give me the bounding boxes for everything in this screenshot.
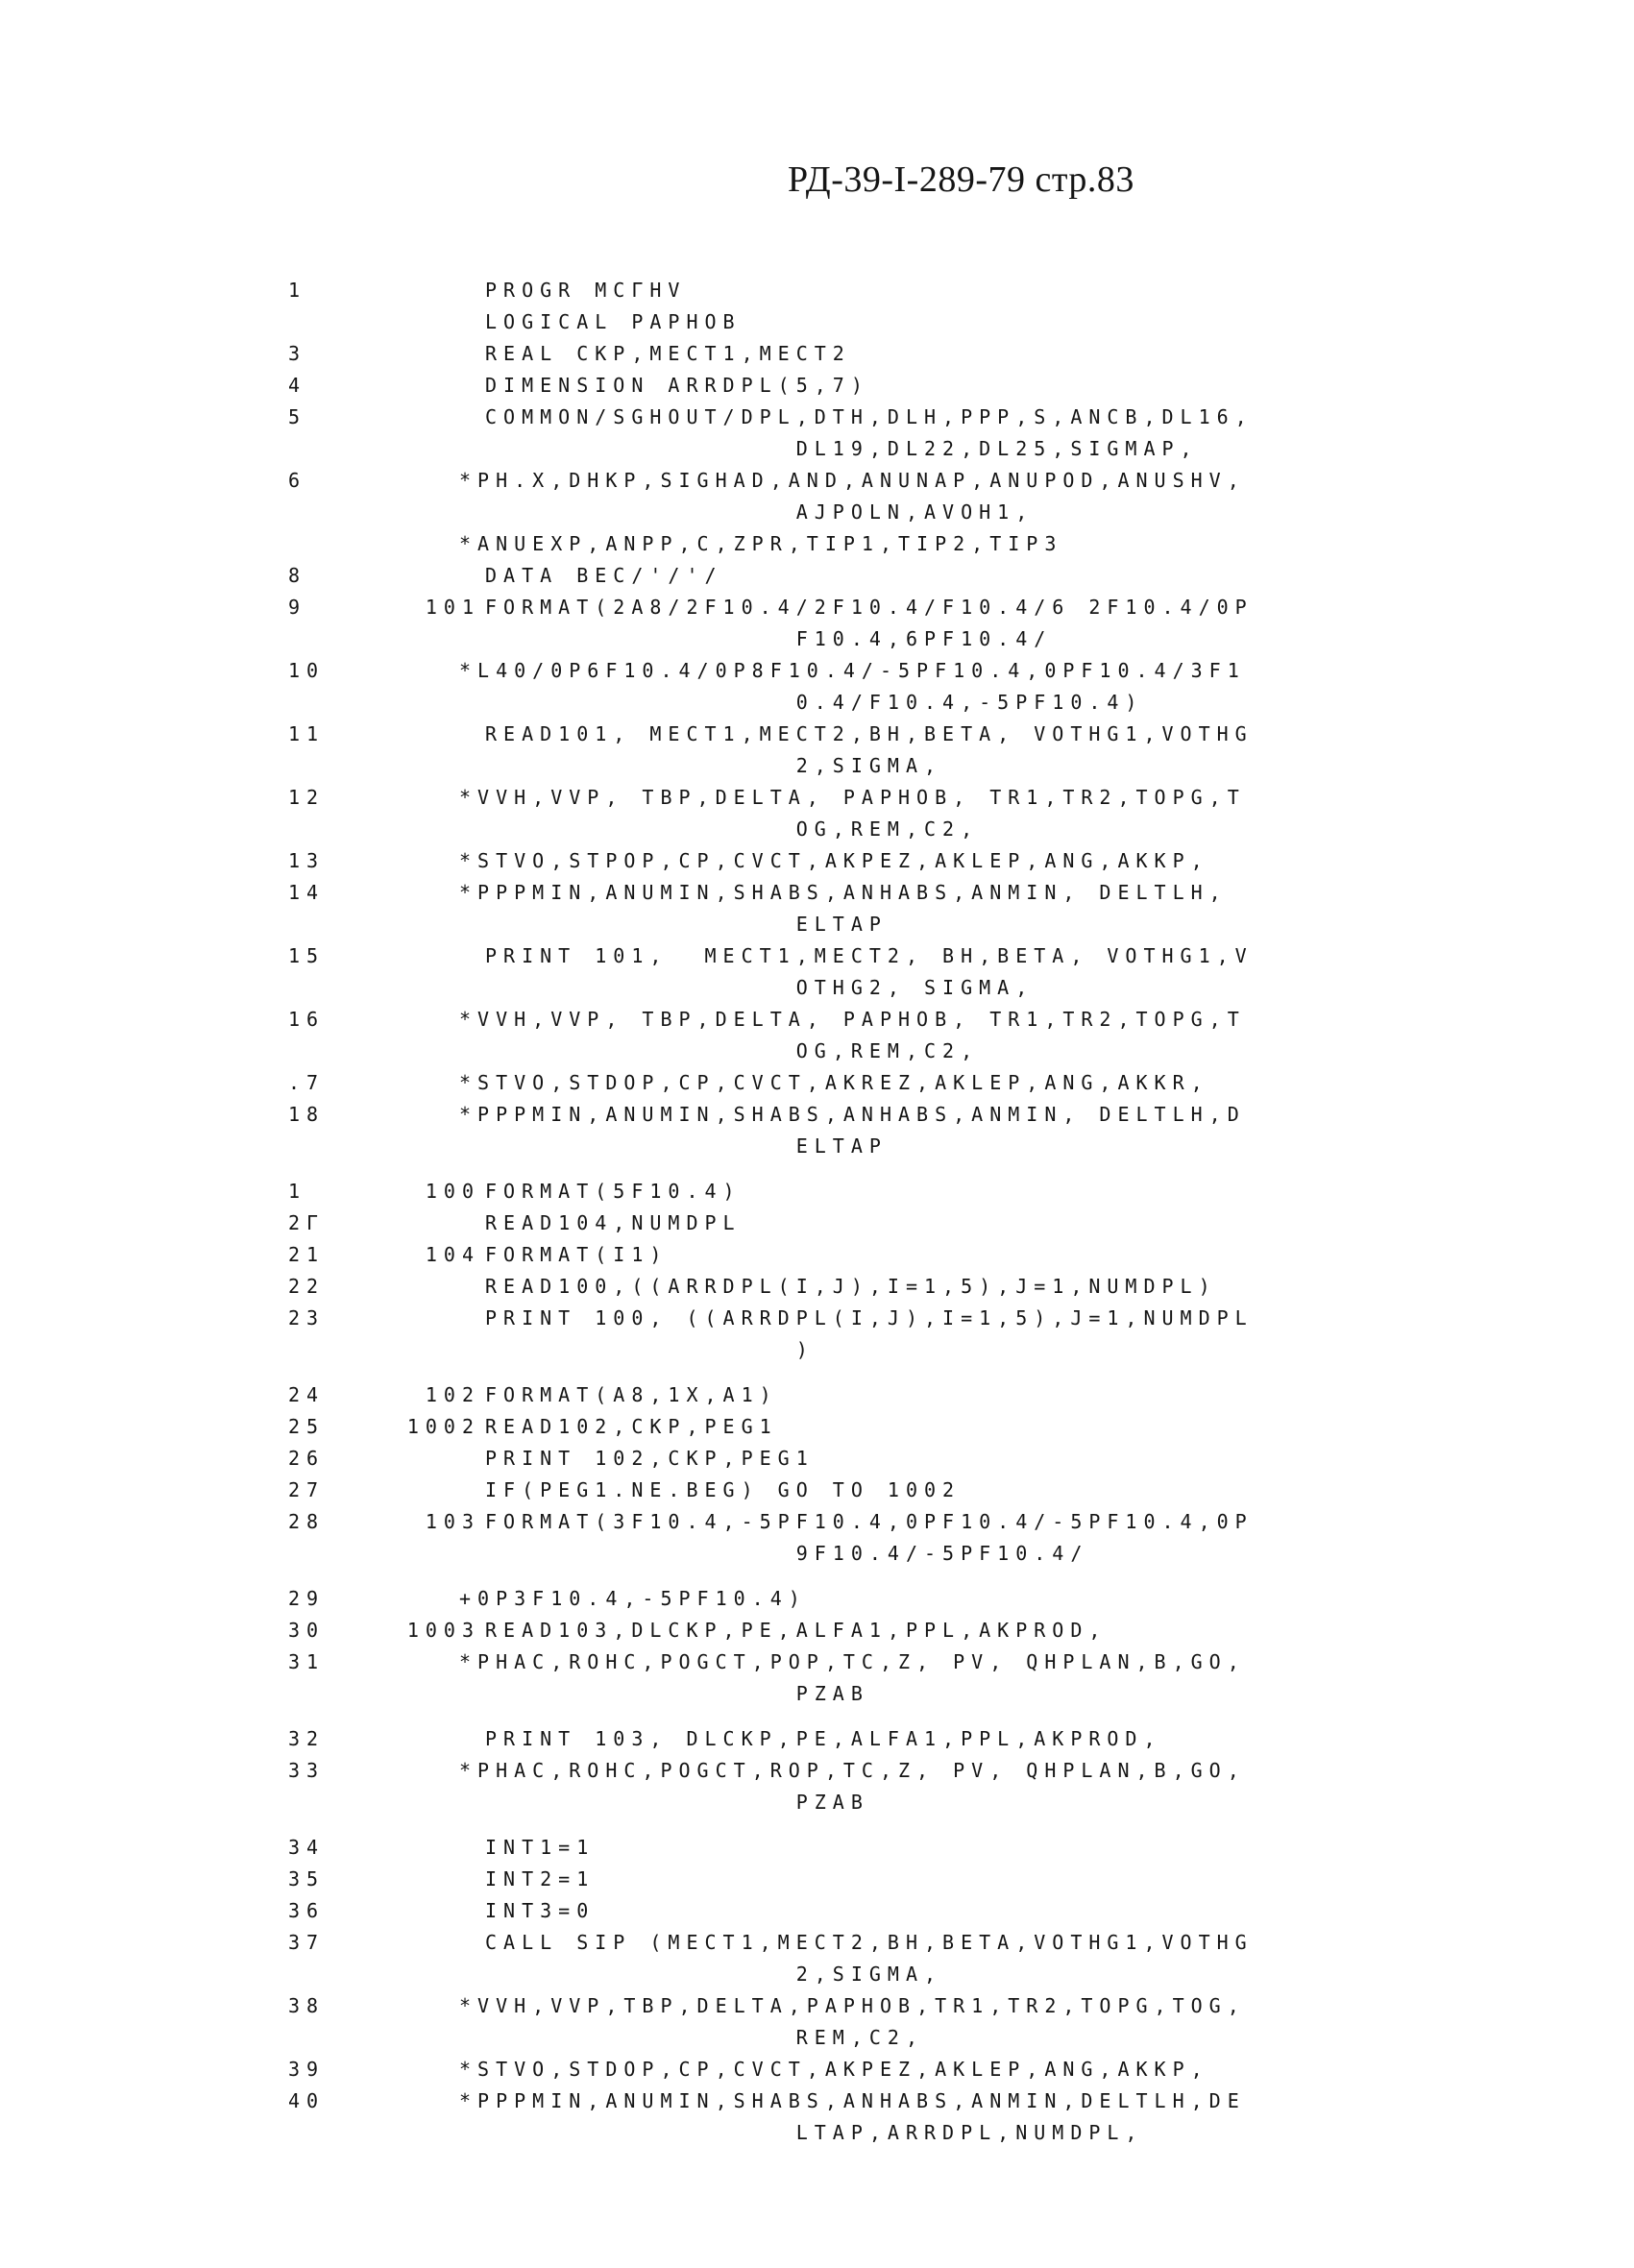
code-line: [288, 1071, 1393, 1103]
statement-text: 2,SIGMA,: [485, 754, 943, 777]
code-line: [288, 2089, 1393, 2121]
statement-text: INT3=0: [485, 1899, 596, 1922]
continuation-line: [288, 976, 1393, 1008]
code-line: [288, 1899, 1393, 1931]
code-line: [288, 881, 1393, 913]
line-number: 10: [288, 659, 326, 682]
statement-text: READ100,((ARRDPL(I,J),I=1,5),J=1,NUMDPL): [485, 1275, 1217, 1298]
statement-text: *STVO,STDOP,CP,CVCT,AKREZ,AKLEP,ANG,AKKR,: [459, 1071, 1209, 1094]
line-number: 1: [288, 1180, 307, 1203]
code-line: [288, 405, 1393, 437]
continuation-line: [288, 1682, 1393, 1714]
code-line: [288, 342, 1393, 374]
code-line: [288, 1447, 1393, 1478]
line-number: 13: [288, 849, 326, 872]
line-number: 38: [288, 1994, 326, 2017]
code-line: [288, 786, 1393, 817]
code-line: [288, 849, 1393, 881]
continuation-line: [288, 2026, 1393, 2058]
code-line: [288, 1587, 1393, 1619]
line-number: 5: [288, 405, 307, 428]
statement-text: READ102,CKP,PEG1: [485, 1415, 778, 1438]
continuation-line: [288, 1542, 1393, 1573]
statement-text: FORMAT(3F10.4,-5PF10.4,0PF10.4/-5PF10.4,0P: [485, 1510, 1254, 1533]
statement-text: REM,C2,: [485, 2026, 924, 2049]
code-listing: [288, 279, 1393, 2153]
code-line: [288, 469, 1393, 500]
code-line: [288, 1180, 1393, 1211]
line-number: 22: [288, 1275, 326, 1298]
line-number: 14: [288, 881, 326, 904]
continuation-line: [288, 754, 1393, 786]
line-number: 37: [288, 1931, 326, 1954]
line-number: 26: [288, 1447, 326, 1470]
statement-text: *L40/0P6F10.4/0P8F10.4/-5PF10.4,0PF10.4/3F1: [459, 659, 1246, 682]
line-number: 35: [288, 1867, 326, 1890]
statement-text: FORMAT(I1): [485, 1243, 669, 1266]
statement-text: *PHAC,ROHC,POGCT,POP,TC,Z, PV, QHPLAN,B,GO,: [459, 1650, 1246, 1673]
line-number: 1: [288, 279, 307, 302]
code-line: [288, 1478, 1393, 1510]
code-line: [288, 944, 1393, 976]
code-line: [288, 1306, 1393, 1338]
line-number: 4: [288, 374, 307, 397]
line-number: 12: [288, 786, 326, 809]
statement-text: +0P3F10.4,-5PF10.4): [459, 1587, 807, 1610]
code-line: [288, 1931, 1393, 1963]
statement-text: FORMAT(5F10.4): [485, 1180, 742, 1203]
statement-text: PZAB: [485, 1791, 869, 1814]
statement-text: OG,REM,C2,: [485, 1039, 980, 1062]
code-line: [288, 1867, 1393, 1899]
statement-text: LOGICAL PAPHOB: [485, 310, 742, 333]
code-line: [288, 1415, 1393, 1447]
continuation-line: [288, 1134, 1393, 1166]
continuation-line: [288, 500, 1393, 532]
code-line: [288, 564, 1393, 596]
line-number: 16: [288, 1008, 326, 1031]
line-number: 36: [288, 1899, 326, 1922]
continuation-line: [288, 627, 1393, 659]
statement-text: PRINT 101, MECT1,MECT2, BH,BETA, VOTHG1,V: [485, 944, 1254, 967]
continuation-line: [288, 817, 1393, 849]
statement-label: 100: [425, 1180, 480, 1203]
line-number: 23: [288, 1306, 326, 1329]
line-number: 30: [288, 1619, 326, 1642]
continuation-line: [288, 2121, 1393, 2153]
statement-label: 1002: [406, 1415, 480, 1438]
line-number: 33: [288, 1759, 326, 1782]
statement-text: *PPPMIN,ANUMIN,SHABS,ANHABS,ANMIN, DELTLH,D: [459, 1103, 1246, 1126]
statement-text: DL19,DL22,DL25,SIGMAP,: [485, 437, 1199, 460]
line-number: 31: [288, 1650, 326, 1673]
line-number: 25: [288, 1415, 326, 1438]
code-line: [288, 1619, 1393, 1650]
code-line: [288, 722, 1393, 754]
statement-text: READ104,NUMDPL: [485, 1211, 742, 1234]
line-number: 11: [288, 722, 326, 745]
statement-text: DIMENSION ARRDPL(5,7): [485, 374, 869, 397]
statement-text: REAL CKP,MECT1,MECT2: [485, 342, 851, 365]
statement-label: 101: [425, 596, 480, 619]
line-number: 40: [288, 2089, 326, 2112]
code-line: [288, 310, 1393, 342]
code-line: [288, 532, 1393, 564]
statement-text: F10.4,6PF10.4/: [485, 627, 1053, 650]
statement-text: 2,SIGMA,: [485, 1963, 943, 1986]
statement-text: INT2=1: [485, 1867, 596, 1890]
code-line: [288, 1836, 1393, 1867]
continuation-line: [288, 691, 1393, 722]
code-line: [288, 1650, 1393, 1682]
code-line: [288, 1275, 1393, 1306]
line-number: 24: [288, 1383, 326, 1406]
statement-text: ELTAP: [485, 913, 888, 936]
statement-text: DATA BEC/'/'/: [485, 564, 723, 587]
statement-text: OG,REM,C2,: [485, 817, 980, 841]
code-line: [288, 2058, 1393, 2089]
statement-text: *PPPMIN,ANUMIN,SHABS,ANHABS,ANMIN,DELTLH,DE: [459, 2089, 1246, 2112]
line-number: 34: [288, 1836, 326, 1859]
statement-text: ELTAP: [485, 1134, 888, 1158]
statement-text: PROGR MCГHV: [485, 279, 687, 302]
statement-label: 103: [425, 1510, 480, 1533]
statement-text: *PH.X,DHKP,SIGHAD,AND,ANUNAP,ANUPOD,ANUSHV,: [459, 469, 1246, 492]
statement-text: FORMAT(A8,1X,A1): [485, 1383, 778, 1406]
line-number: 18: [288, 1103, 326, 1126]
code-line: [288, 1994, 1393, 2026]
line-number: 6: [288, 469, 307, 492]
statement-text: *STVO,STDOP,CP,CVCT,AKPEZ,AKLEP,ANG,AKKP,: [459, 2058, 1209, 2081]
statement-text: *VVH,VVP,TBP,DELTA,PAPHOB,TR1,TR2,TOPG,TOG,: [459, 1994, 1246, 2017]
statement-text: PZAB: [485, 1682, 869, 1705]
line-number: 32: [288, 1727, 326, 1750]
statement-label: 104: [425, 1243, 480, 1266]
statement-text: PRINT 103, DLCKP,PE,ALFA1,PPL,AKPROD,: [485, 1727, 1162, 1750]
code-line: [288, 1243, 1393, 1275]
line-number: 21: [288, 1243, 326, 1266]
code-line: [288, 1211, 1393, 1243]
line-number: 9: [288, 596, 307, 619]
statement-text: FORMAT(2A8/2F10.4/2F10.4/F10.4/6 2F10.4/0P: [485, 596, 1254, 619]
line-number: 29: [288, 1587, 326, 1610]
statement-text: *ANUEXP,ANPP,C,ZPR,TIP1,TIP2,TIP3: [459, 532, 1063, 555]
statement-label: 102: [425, 1383, 480, 1406]
statement-text: COMMON/SGHOUT/DPL,DTH,DLH,PPP,S,ANCB,DL16,: [485, 405, 1254, 428]
page-header: РД-39-I-289-79 стр.83: [788, 159, 1134, 200]
statement-text: 0.4/F10.4,-5PF10.4): [485, 691, 1144, 714]
line-number: 28: [288, 1510, 326, 1533]
code-line: [288, 1383, 1393, 1415]
statement-text: *VVH,VVP, TBP,DELTA, PAPHOB, TR1,TR2,TOPG,T: [459, 786, 1246, 809]
code-line: [288, 1510, 1393, 1542]
line-number: 27: [288, 1478, 326, 1501]
statement-text: READ101, MECT1,MECT2,BH,BETA, VOTHG1,VOTHG: [485, 722, 1254, 745]
code-line: [288, 1759, 1393, 1791]
line-number: 39: [288, 2058, 326, 2081]
statement-text: *PHAC,ROHC,POGCT,ROP,TC,Z, PV, QHPLAN,B,GO,: [459, 1759, 1246, 1782]
statement-text: *STVO,STPOP,CP,CVCT,AKPEZ,AKLEP,ANG,AKKP,: [459, 849, 1209, 872]
continuation-line: [288, 437, 1393, 469]
statement-text: IF(PEG1.NE.BEG) GO TO 1002: [485, 1478, 962, 1501]
code-line: [288, 596, 1393, 627]
statement-text: READ103,DLCKP,PE,ALFA1,PPL,AKPROD,: [485, 1619, 1108, 1642]
statement-text: PRINT 102,CKP,PEG1: [485, 1447, 815, 1470]
code-line: [288, 1008, 1393, 1039]
statement-text: PRINT 100, ((ARRDPL(I,J),I=1,5),J=1,NUMDPL: [485, 1306, 1254, 1329]
statement-text: LTAP,ARRDPL,NUMDPL,: [485, 2121, 1144, 2144]
code-line: [288, 1103, 1393, 1134]
continuation-line: [288, 913, 1393, 944]
code-line: [288, 374, 1393, 405]
statement-text: INT1=1: [485, 1836, 596, 1859]
statement-label: 1003: [406, 1619, 480, 1642]
code-line: [288, 279, 1393, 310]
code-line: [288, 659, 1393, 691]
continuation-line: [288, 1963, 1393, 1994]
statement-text: OTHG2, SIGMA,: [485, 976, 1035, 999]
statement-text: AJPOLN,AVOH1,: [485, 500, 1035, 524]
line-number: 8: [288, 564, 307, 587]
continuation-line: [288, 1338, 1393, 1370]
statement-text: *VVH,VVP, TBP,DELTA, PAPHOB, TR1,TR2,TOPG,T: [459, 1008, 1246, 1031]
line-number: 15: [288, 944, 326, 967]
statement-text: ): [485, 1338, 815, 1361]
line-number: .7: [288, 1071, 326, 1094]
continuation-line: [288, 1791, 1393, 1822]
continuation-line: [288, 1039, 1393, 1071]
code-line: [288, 1727, 1393, 1759]
statement-text: *PPPMIN,ANUMIN,SHABS,ANHABS,ANMIN, DELTLH,: [459, 881, 1228, 904]
statement-text: CALL SIP (MECT1,MECT2,BH,BETA,VOTHG1,VOTHG: [485, 1931, 1254, 1954]
statement-text: 9F10.4/-5PF10.4/: [485, 1542, 1089, 1565]
line-number: 2Г: [288, 1211, 326, 1234]
line-number: 3: [288, 342, 307, 365]
